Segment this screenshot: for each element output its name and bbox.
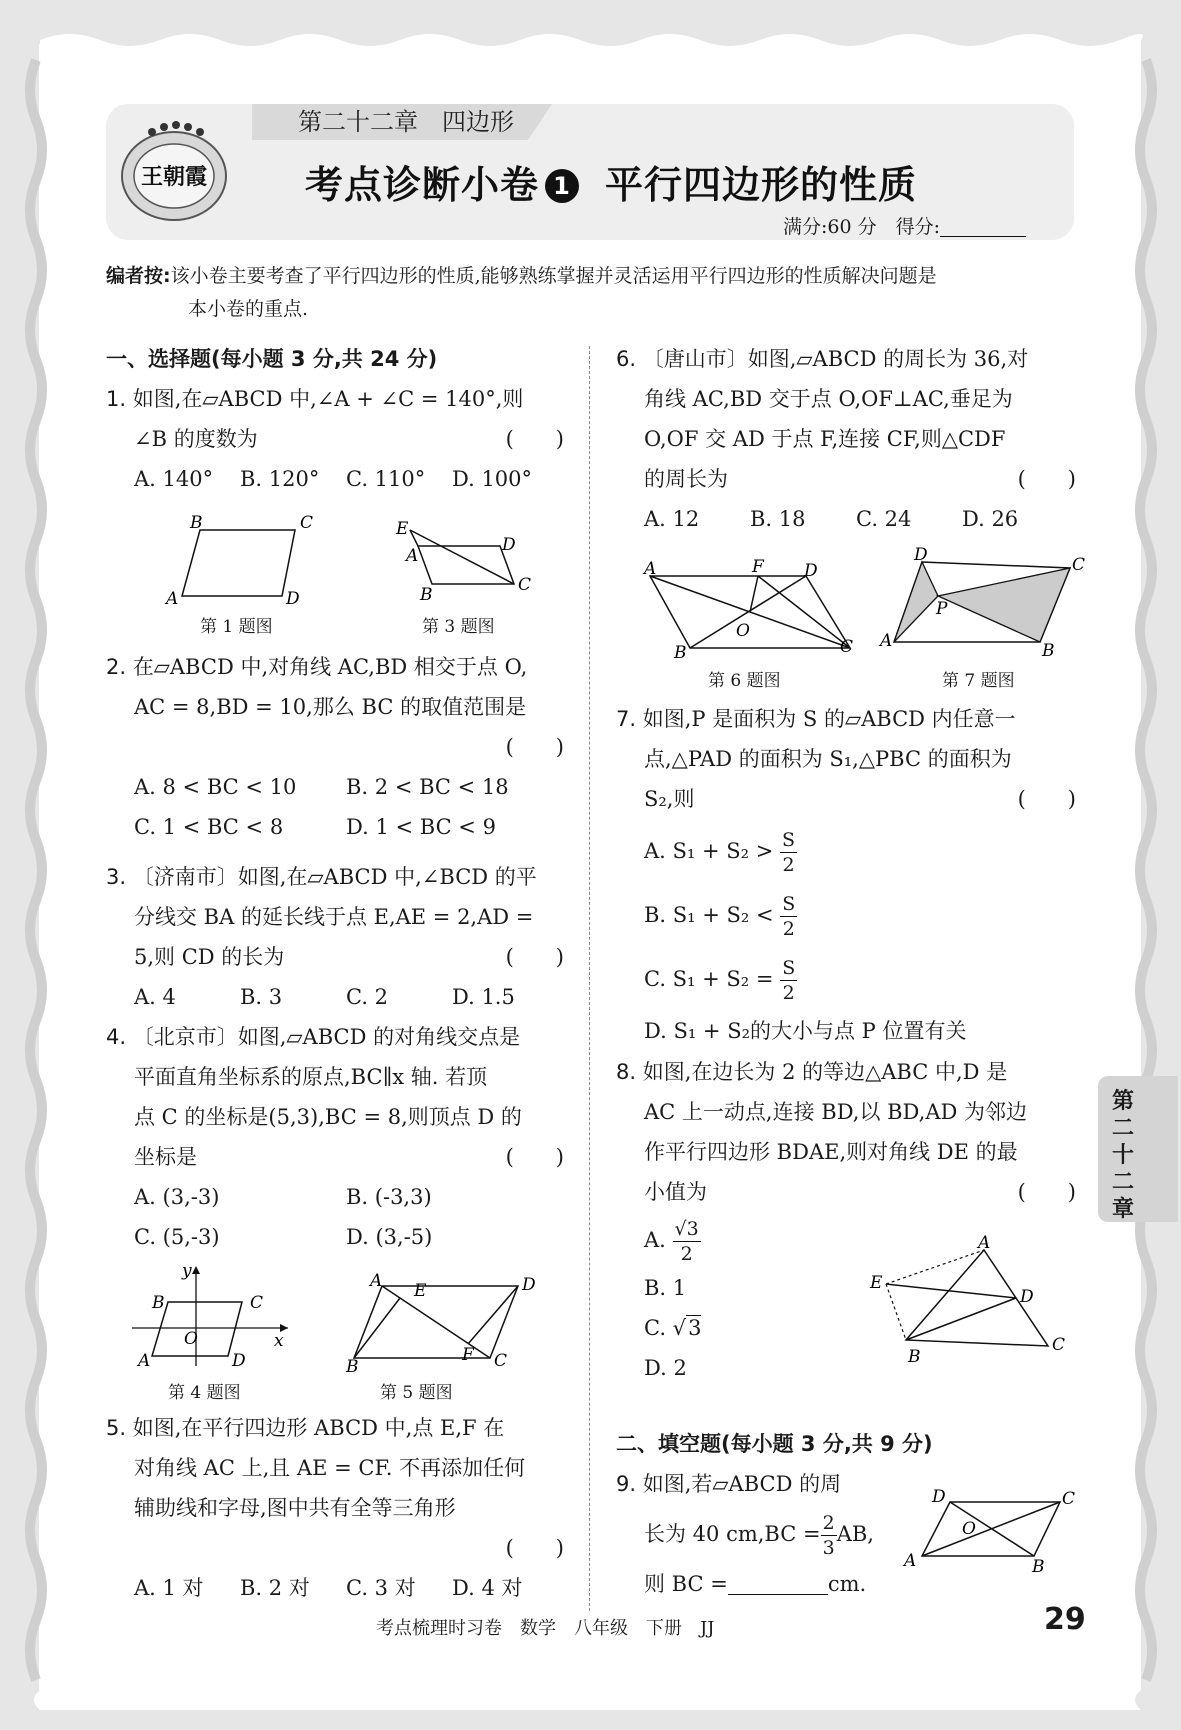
q3-line-3: 5,则 CD 的长为 — [134, 945, 285, 969]
fig6-label-c: C — [840, 637, 854, 657]
q9-denominator: 3 — [822, 1537, 835, 1559]
q8-option-a-fraction — [673, 1217, 701, 1266]
q5-option-b[interactable]: B. 2 对 — [240, 1576, 310, 1600]
q4-number: 4. — [106, 1025, 127, 1049]
fig5-label-a: A — [370, 1271, 383, 1291]
q2-option-c[interactable]: C. 1 < BC < 8 — [134, 815, 284, 839]
fig8-label-c: C — [1052, 1335, 1066, 1355]
q7-c-denominator: 2 — [782, 982, 795, 1004]
chapter-side-tab — [1098, 1076, 1178, 1222]
fig6-label-f: F — [752, 557, 764, 577]
fig3-label-c: C — [518, 575, 532, 595]
figure-1-caption: 第 1 题图 — [200, 617, 273, 637]
q5-answer-paren[interactable]: ( ) — [505, 1536, 564, 1560]
q6-line-1: 〔唐山市〕如图,▱ABCD 的周长为 36,对 — [642, 347, 1029, 371]
q3-option-b[interactable]: B. 3 — [240, 985, 283, 1009]
q6-number: 6. — [616, 347, 637, 371]
q9-answer-blank[interactable] — [728, 1574, 828, 1595]
q1-number: 1. — [106, 387, 127, 411]
fig6-label-d: D — [804, 561, 818, 581]
q9-line-2a: 长为 40 cm,BC = — [644, 1522, 821, 1546]
fig3-label-e: E — [396, 519, 409, 539]
q3-number: 3. — [106, 865, 127, 889]
q8-line-3: 作平行四边形 BDAE,则对角线 DE 的最 — [644, 1140, 1018, 1164]
chapter-title: 第二十二章 四边形 — [298, 108, 514, 136]
q7-option-c-text: C. S₁ + S₂ = — [644, 967, 774, 991]
q4-line-3: 点 C 的坐标是(5,3),BC = 8,则顶点 D 的 — [134, 1105, 522, 1129]
figure-3-caption: 第 3 题图 — [422, 617, 495, 637]
q5-option-d[interactable]: D. 4 对 — [452, 1576, 523, 1600]
side-tab-text: 第二十二章 — [1112, 1089, 1135, 1222]
q7-line-2: 点,△PAD 的面积为 S₁,△PBC 的面积为 — [644, 747, 1012, 771]
column-divider — [589, 346, 590, 1611]
fig3-label-d: D — [502, 535, 516, 555]
q5-line-1: 如图,在平行四边形 ABCD 中,点 E,F 在 — [132, 1416, 505, 1440]
q2-option-a[interactable]: A. 8 < BC < 10 — [134, 775, 297, 799]
question-2 — [106, 647, 564, 847]
figure-5 — [346, 1271, 550, 1377]
fig4-label-d: D — [232, 1351, 246, 1371]
fig3-label-b: B — [420, 585, 433, 605]
figure-7-caption: 第 7 题图 — [942, 671, 1015, 691]
fig9-label-b: B — [1032, 1557, 1045, 1577]
q8-number: 8. — [616, 1060, 637, 1084]
editor-note — [106, 260, 1078, 326]
q7-a-numerator: S — [782, 829, 796, 851]
q7-option-b-fraction — [780, 892, 797, 941]
fig1-label-b: B — [190, 513, 203, 533]
q8-option-d[interactable]: D. 2 — [644, 1356, 687, 1380]
fig4-label-o: O — [184, 1329, 198, 1349]
q7-option-c-fraction — [780, 956, 797, 1005]
q4-line-2: 平面直角坐标系的原点,BC∥x 轴. 若顶 — [134, 1065, 488, 1089]
q6-answer-paren[interactable]: ( ) — [1017, 467, 1076, 491]
q3-line-1: 〔济南市〕如图,在▱ABCD 中,∠BCD 的平 — [132, 865, 537, 889]
figure-7 — [876, 545, 1086, 662]
q3-option-a[interactable]: A. 4 — [134, 985, 176, 1009]
fig9-label-o: O — [962, 1519, 976, 1539]
fig4-label-b: B — [152, 1293, 165, 1313]
q9-line-3b: cm. — [827, 1572, 867, 1596]
q4-answer-paren[interactable]: ( ) — [505, 1145, 564, 1169]
question-5 — [106, 1408, 564, 1608]
full-score: 满分:60 分 得分: — [783, 216, 941, 238]
q7-line-1: 如图,P 是面积为 S 的▱ABCD 内任意一 — [642, 707, 1016, 731]
q6-option-c[interactable]: C. 24 — [856, 507, 912, 531]
q8-line-2: AC 上一动点,连接 BD,以 BD,AD 为邻边 — [644, 1100, 1028, 1124]
title-part-a: 考点诊断小卷 — [305, 163, 540, 207]
q7-number: 7. — [616, 707, 637, 731]
fig9-label-c: C — [1062, 1489, 1076, 1509]
fig1-label-c: C — [300, 513, 314, 533]
question-9 — [616, 1464, 916, 1604]
editor-label: 编者按: — [106, 265, 171, 287]
fig6-label-b: B — [674, 643, 687, 663]
figure-1 — [160, 508, 320, 608]
fig8-label-a: A — [978, 1233, 991, 1253]
logo-text: 王朝霞 — [140, 164, 208, 190]
q3-line-2: 分线交 BA 的延长线于点 E,AE = 2,AD = — [134, 905, 534, 929]
fig6-label-o: O — [736, 621, 750, 641]
q8-option-c[interactable]: C. √3 — [644, 1316, 702, 1340]
q2-line-2: AC = 8,BD = 10,那么 BC 的取值范围是 — [134, 695, 527, 719]
q9-line-2b: AB, — [836, 1522, 874, 1546]
q7-option-c[interactable] — [616, 947, 1076, 1011]
editor-line-2: 本小卷的重点. — [188, 298, 309, 320]
q8-a-numerator: √3 — [674, 1218, 699, 1240]
editor-line-1: 该小卷主要考查了平行四边形的性质,能够熟练掌握并灵活运用平行四边形的性质解决问题是 — [170, 265, 937, 287]
q6-option-b[interactable]: B. 18 — [750, 507, 806, 531]
question-4 — [106, 1017, 564, 1257]
q6-option-d[interactable]: D. 26 — [962, 507, 1019, 531]
q5-option-c[interactable]: C. 3 对 — [346, 1576, 416, 1600]
fig8-label-b: B — [908, 1347, 921, 1367]
q1-option-d[interactable]: D. 100° — [452, 467, 533, 491]
figure-4-caption: 第 4 题图 — [168, 1383, 241, 1403]
q7-a-denominator: 2 — [782, 854, 795, 876]
q8-line-1: 如图,在边长为 2 的等边△ABC 中,D 是 — [642, 1060, 1008, 1084]
title-number: 1 — [545, 169, 579, 203]
q7-option-b-text: B. S₁ + S₂ < — [644, 903, 774, 927]
q4-option-a[interactable]: A. (3,-3) — [134, 1185, 220, 1209]
q5-line-3: 辅助线和字母,图中共有全等三角形 — [134, 1496, 456, 1520]
fig1-label-d: D — [286, 589, 300, 609]
q4-option-b[interactable]: B. (-3,3) — [346, 1185, 432, 1209]
section-fill-title — [616, 1424, 1076, 1464]
q6-line-4: 的周长为 — [644, 467, 728, 491]
score-blank[interactable] — [940, 218, 1026, 237]
q5-line-2: 对角线 AC 上,且 AE = CF. 不再添加任何 — [134, 1456, 526, 1480]
q1-option-c[interactable]: C. 110° — [346, 467, 426, 491]
fig7-label-a: A — [880, 631, 893, 651]
fig7-label-b: B — [1042, 641, 1055, 661]
fig8-label-e: E — [870, 1273, 883, 1293]
fig8-label-d: D — [1020, 1287, 1034, 1307]
q2-number: 2. — [106, 655, 127, 679]
q1-line-1: 如图,在▱ABCD 中,∠A + ∠C = 140°,则 — [132, 387, 524, 411]
figure-5-caption: 第 5 题图 — [380, 1383, 453, 1403]
figure-3 — [390, 512, 540, 608]
q7-c-numerator: S — [782, 957, 796, 979]
figure-6 — [640, 556, 860, 662]
q1-option-b[interactable]: B. 120° — [240, 467, 320, 491]
q9-line-3a: 则 BC = — [644, 1572, 728, 1596]
question-6 — [616, 339, 1076, 539]
section-fill-title-text: 二、填空题(每小题 3 分,共 9 分) — [616, 1432, 933, 1456]
q2-line-1: 在▱ABCD 中,对角线 AC,BD 相交于点 O, — [132, 655, 528, 679]
q8-line-4: 小值为 — [644, 1180, 707, 1204]
q7-option-d[interactable]: D. S₁ + S₂的大小与点 P 位置有关 — [644, 1019, 967, 1043]
q8-option-c-text: C. — [644, 1316, 666, 1340]
fig7-label-p: P — [936, 599, 948, 619]
question-1 — [106, 379, 564, 499]
fig5-label-f: F — [462, 1345, 474, 1365]
q9-fraction — [821, 1511, 837, 1560]
publisher-logo — [114, 118, 234, 226]
q7-option-b[interactable] — [616, 883, 1076, 947]
left-column — [106, 339, 564, 379]
q1-option-a[interactable]: A. 140° — [134, 467, 214, 491]
fig5-label-d: D — [522, 1275, 536, 1295]
score-line — [783, 212, 1026, 239]
q7-option-a-text: A. S₁ + S₂ > — [644, 839, 774, 863]
fig4-label-x: x — [274, 1331, 284, 1351]
q3-option-c[interactable]: C. 2 — [346, 985, 389, 1009]
fig4-label-c: C — [250, 1293, 264, 1313]
q8-option-a-text: A. — [644, 1228, 666, 1252]
q6-line-3: O,OF 交 AD 于点 F,连接 CF,则△CDF — [644, 427, 1006, 451]
q8-a-denominator: 2 — [680, 1243, 693, 1265]
q2-answer-paren[interactable]: ( ) — [505, 735, 564, 759]
figure-6-caption: 第 6 题图 — [708, 671, 781, 691]
q5-option-a[interactable]: A. 1 对 — [134, 1576, 204, 1600]
footer-text: 考点梳理时习卷 数学 八年级 下册 JJ — [376, 1618, 715, 1639]
fig4-label-a: A — [138, 1351, 151, 1371]
q7-option-a-fraction — [780, 828, 797, 877]
q6-option-a[interactable]: A. 12 — [644, 507, 700, 531]
question-3 — [106, 857, 564, 1017]
q7-answer-paren[interactable]: ( ) — [1017, 787, 1076, 811]
q1-answer-paren[interactable]: ( ) — [505, 427, 564, 451]
q1-line-2: ∠B 的度数为 — [134, 427, 258, 451]
fig6-label-a: A — [644, 559, 657, 579]
fig4-label-y: y — [182, 1261, 192, 1281]
q7-line-3: S₂,则 — [644, 787, 695, 811]
q9-numerator: 2 — [822, 1512, 835, 1534]
fig7-label-c: C — [1072, 555, 1086, 575]
q6-line-2: 角线 AC,BD 交于点 O,OF⊥AC,垂足为 — [644, 387, 1013, 411]
fig1-label-a: A — [166, 589, 179, 609]
figure-8 — [866, 1233, 1066, 1376]
q8-option-b[interactable]: B. 1 — [644, 1276, 687, 1300]
fig5-label-e: E — [414, 1281, 427, 1301]
paper-title — [305, 154, 917, 209]
section-choice-title: 一、选择题(每小题 3 分,共 24 分) — [106, 347, 438, 371]
q3-answer-paren[interactable]: ( ) — [505, 945, 564, 969]
figure-4 — [128, 1262, 298, 1372]
q4-line-1: 〔北京市〕如图,▱ABCD 的对角线交点是 — [132, 1025, 521, 1049]
question-7 — [616, 699, 1076, 1051]
q4-line-4: 坐标是 — [134, 1145, 197, 1169]
q4-option-c[interactable]: C. (5,-3) — [134, 1225, 220, 1249]
title-part-b: 平行四边形的性质 — [605, 163, 918, 207]
q8-answer-paren[interactable]: ( ) — [1017, 1180, 1076, 1204]
q4-option-d[interactable]: D. (3,-5) — [346, 1225, 433, 1249]
q9-number: 9. — [616, 1472, 637, 1496]
q3-option-d[interactable]: D. 1.5 — [452, 985, 515, 1009]
q7-b-denominator: 2 — [782, 918, 795, 940]
fig9-label-d: D — [932, 1487, 946, 1507]
q2-option-d[interactable]: D. 1 < BC < 9 — [346, 815, 496, 839]
fig9-label-a: A — [904, 1551, 917, 1571]
figure-9 — [900, 1487, 1076, 1577]
fig3-label-a: A — [406, 546, 419, 566]
q8-option-c-radicand: 3 — [688, 1316, 702, 1340]
fig5-label-b: B — [346, 1357, 359, 1377]
fig7-label-d: D — [914, 545, 928, 565]
q9-line-1: 如图,若▱ABCD 的周 — [642, 1472, 842, 1496]
q7-b-numerator: S — [782, 893, 796, 915]
q2-option-b[interactable]: B. 2 < BC < 18 — [346, 775, 509, 799]
page-number: 29 — [1044, 1602, 1086, 1637]
q7-option-a[interactable] — [616, 819, 1076, 883]
fig5-label-c: C — [494, 1351, 508, 1371]
q5-number: 5. — [106, 1416, 127, 1440]
